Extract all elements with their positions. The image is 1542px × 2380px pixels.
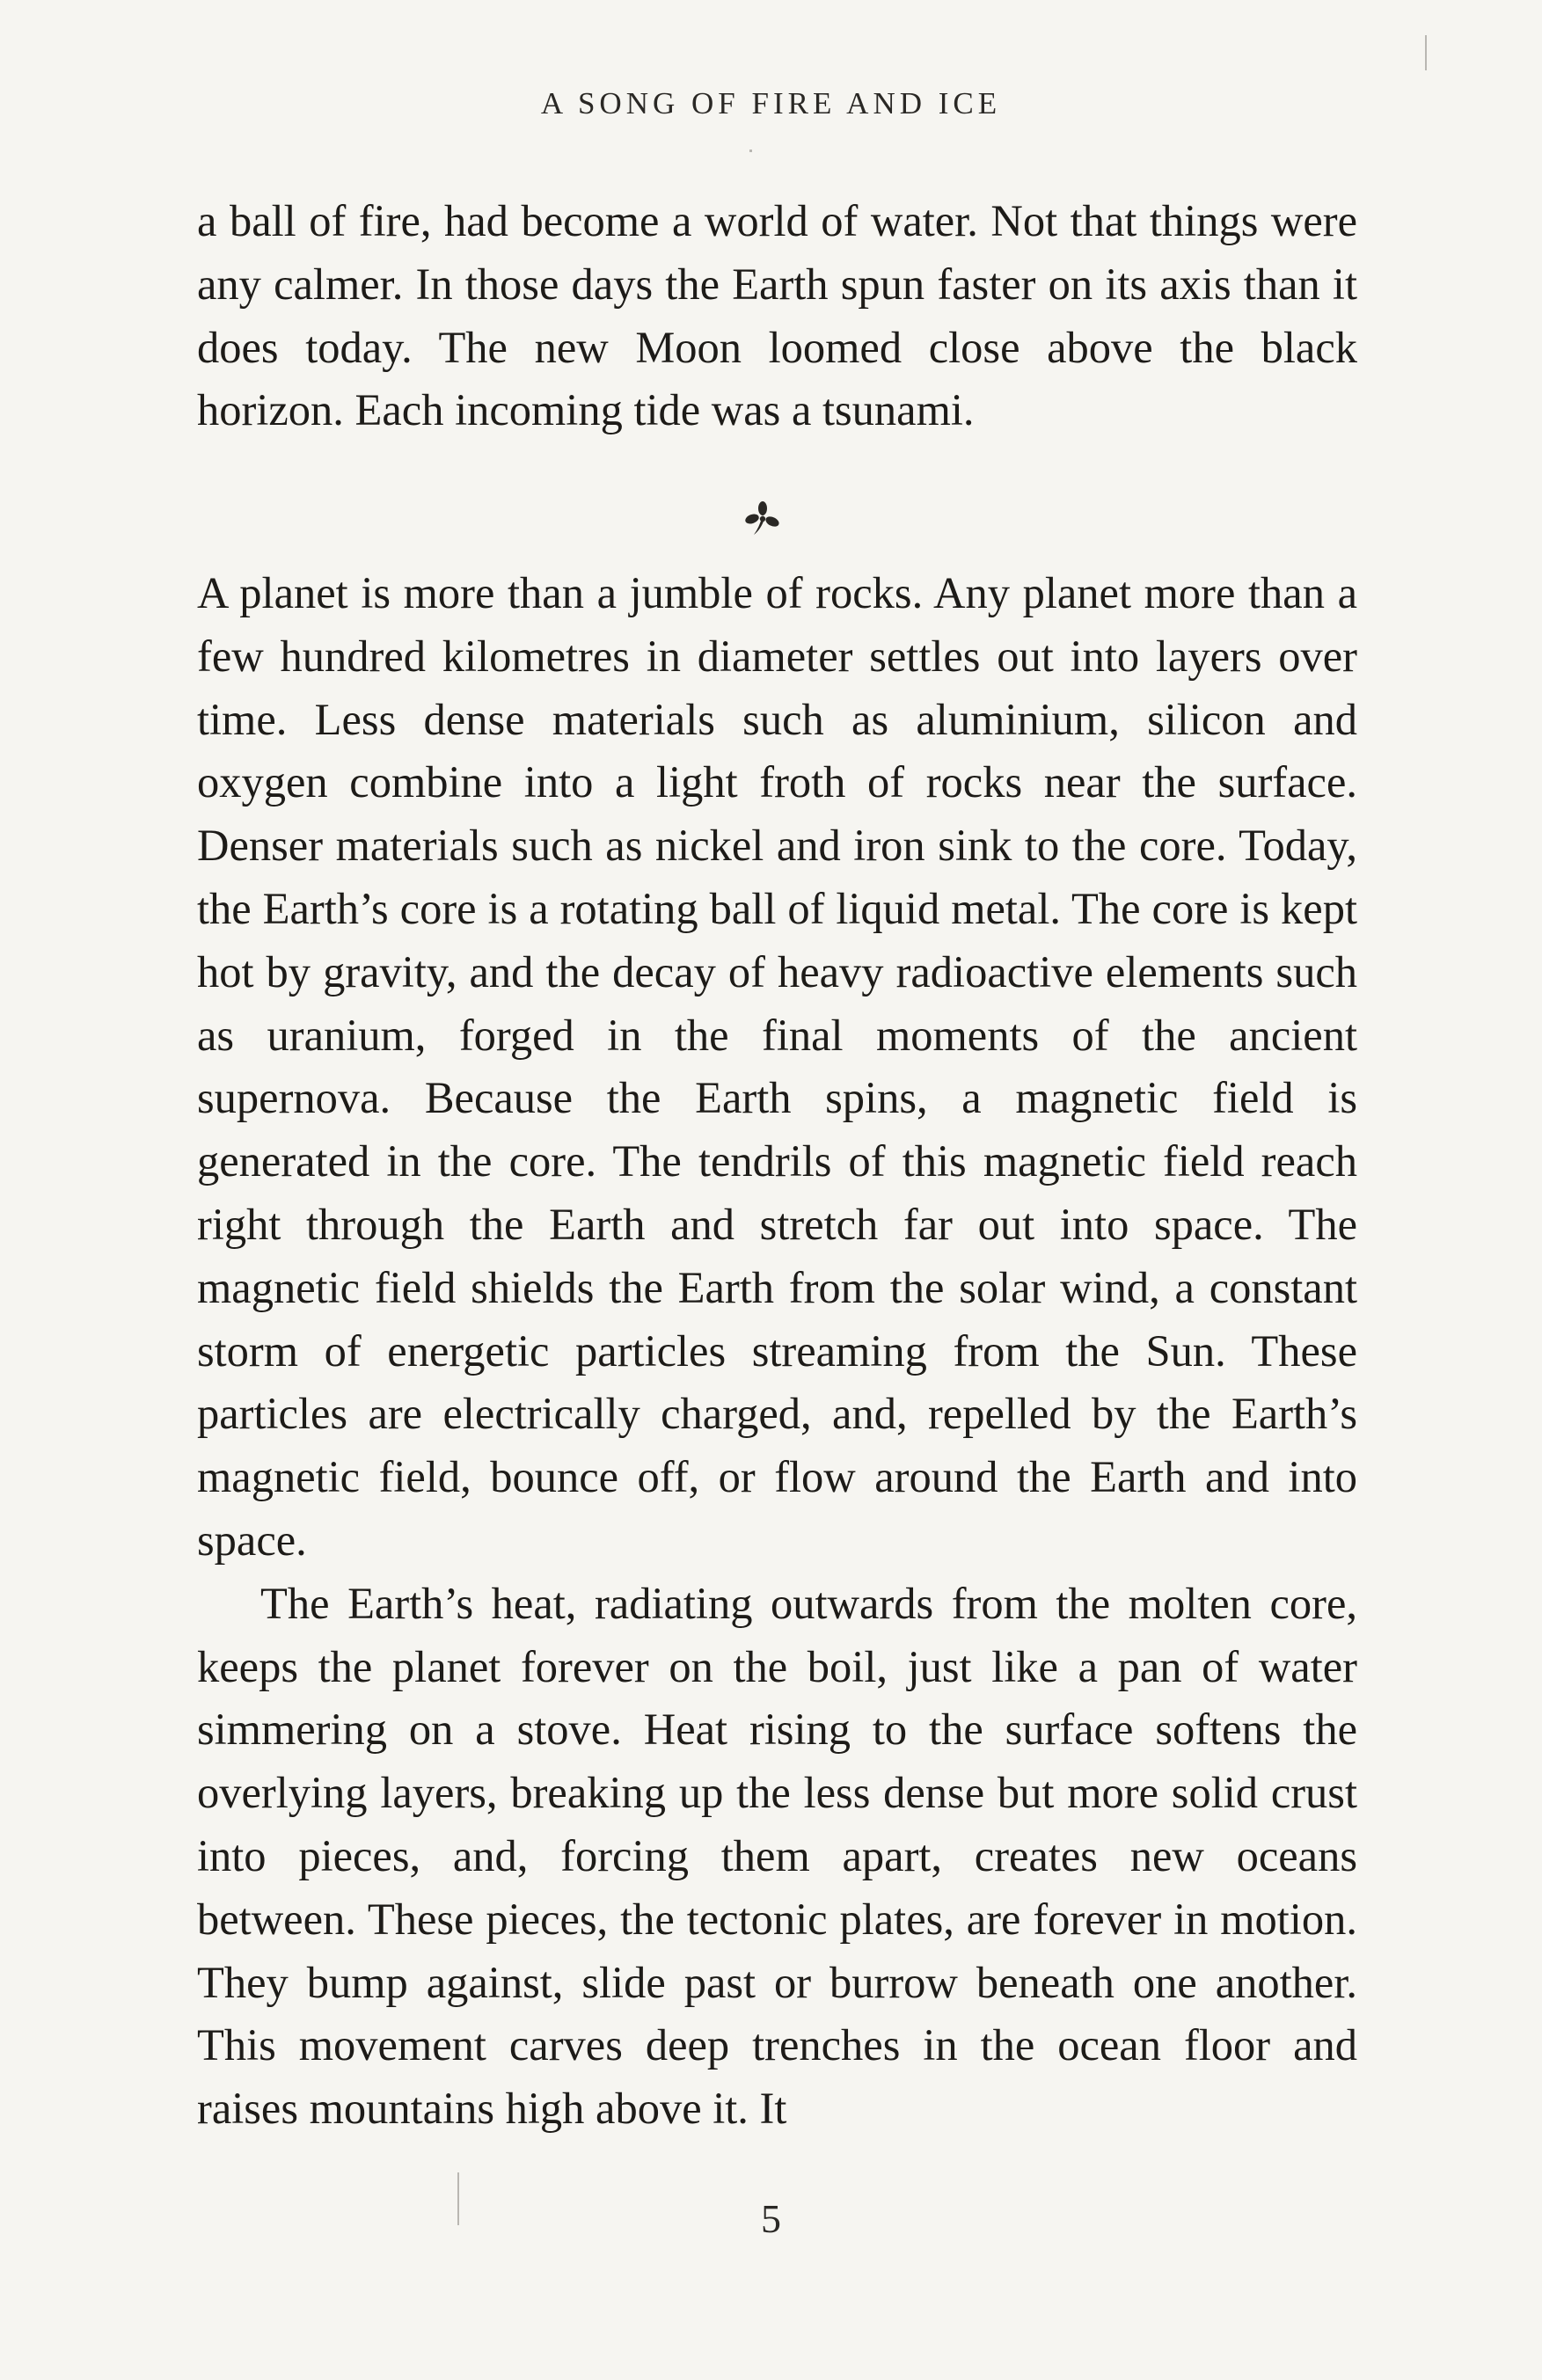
continued-paragraph-block	[197, 190, 1357, 442]
paragraph-continued: a ball of fire, had become a world of water. Not that things were any calmer. In those days the Earth spun faster on its axis than it does today. The new Moon loomed close above the black horizon. Each incoming tide was a tsunami.	[197, 196, 1357, 435]
page-number: 5	[761, 2196, 781, 2241]
scan-artifact-dot	[749, 150, 752, 152]
main-text-block	[197, 562, 1357, 2141]
paragraph-earth-heat: The Earth’s heat, radiating outwards from the molten core, keeps the planet forever on the boil, just like a pan of water simmering on a stove. Heat rising to the surface softens the overlying layers, breaking up the less dense but more solid crust into pieces, and, forcing them apart, creates new oceans between. These pieces, the tectonic plates, are forever in motion. They bump against, slide past or burrow beneath one another. This movement carves deep trenches in the ocean floor and raises mountains high above it. It	[197, 1578, 1357, 2134]
paragraph-planet-layers: A planet is more than a jumble of rocks. Any planet more than a few hundred kilometres in diameter settles out into layers over time. Less dense materials such as aluminium, silicon and oxygen combine into a light froth of rocks near the surface. Denser materials such as nickel and iron sink to the core. Today, the Earth’s core is a rotating ball of liquid metal. The core is kept hot by gravity, and the decay of heavy radioactive elements such as uranium, forged in the final moments of the ancient supernova. Because the Earth spins, a magnetic field is generated in the core. The tendrils of this magnetic field reach right through the Earth and stretch far out into space. The magnetic field shields the Earth from the solar wind, a constant storm of energetic particles streaming from the Sun. These particles are electrically charged, and, repelled by the Earth’s magnetic field, bounce off, or flow around the Earth and into space.	[197, 568, 1357, 1565]
scan-artifact-mark	[1425, 35, 1427, 70]
scan-artifact-mark	[457, 2172, 459, 2225]
running-head: A SONG OF FIRE AND ICE	[540, 86, 1002, 120]
fleuron-ornament-icon	[742, 498, 784, 540]
